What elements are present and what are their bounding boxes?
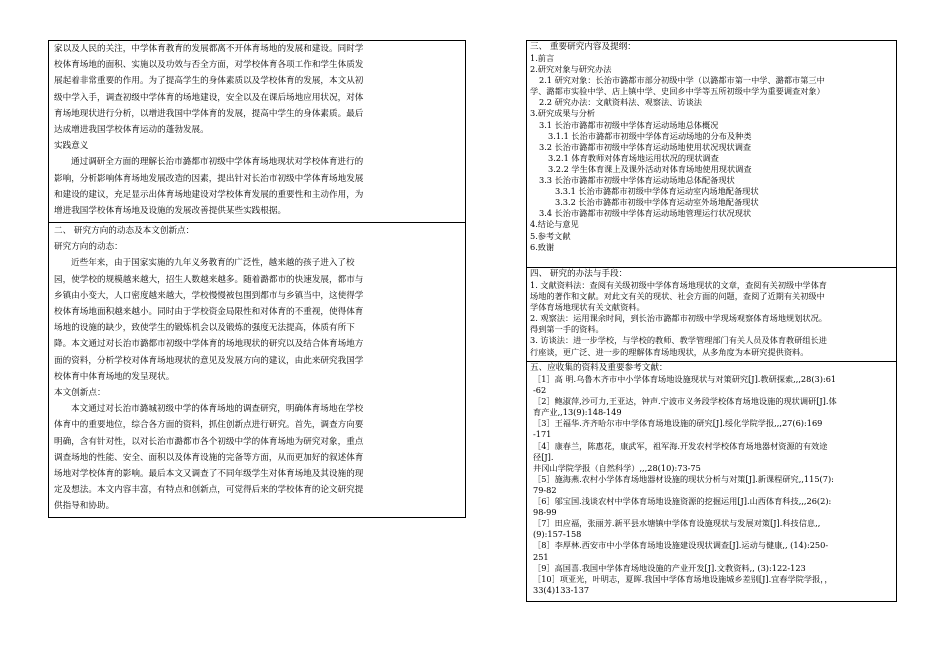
right-column — [526, 40, 897, 602]
text-line: ［10］项亚光，叶明志，夏晖.我国中学体育场地设施城乡差别[J].宜春学院学报，， — [533, 573, 833, 584]
text-line: 达成增进我国学校体育运动的蓬勃发展。 — [54, 125, 209, 136]
section-5-heading: 五、应收集的资料及重要参考文献： — [530, 363, 668, 373]
text-line: 得到第一手的资料。 — [530, 324, 604, 335]
section-2-heading: 二、 研究方向的动态及本文创新点： — [54, 226, 195, 236]
outline-item: 3.4 长治市潞都市初级中学体育运动场地管理运行状况现状 — [539, 208, 752, 219]
intro-paragraph — [49, 41, 465, 138]
text-line: ［8］李厚林.西安市中小学体育场地设施建设现状调查[J].运动与健康,, (14):250- — [533, 540, 829, 551]
text-line: 本文通过对长治市潞城初级中学的体育场地的调查研究，明确体育场地在学校 — [71, 404, 364, 415]
text-line: 行座谈，更广泛、进一步的理解体育场地现状，从多角度为本研究提供资料。 — [530, 346, 809, 357]
text-line: 场地对学校体育的影响。最后本文又调查了不同年级学生对体育场地及其设施的现 — [54, 469, 364, 480]
dynamics-heading: 研究方向的动态： — [54, 242, 123, 253]
text-line: 增进我国学校体育场地及设施的发展改善提供某些实践根据。 — [54, 206, 287, 217]
text-line: 定及想法。本文内容丰富，有特点和创新点，可觉得后来的学校体育的论文研究提 — [54, 485, 364, 496]
text-line: ［9］高国喜.我国中学体育场地设施的产业开发[J].文教资料,, (3):122-123 — [533, 562, 806, 573]
outline-item: 6.致谢 — [530, 241, 555, 252]
text-line: 33(4)133-137 — [533, 584, 590, 595]
text-line: 育场地现状进行分析，以增进我国中学体育的发展，提高中学生的身体素质。最后 — [54, 108, 364, 119]
text-line: 降。本文通过对长治市潞都市初级中学体育的场地现状的研究以及结合体育场地方 — [54, 339, 364, 350]
text-line: 育产业,,13(9):148-149 — [533, 407, 622, 418]
text-line: 校体育中体育场地的发呈现状。 — [54, 371, 175, 382]
text-line: 体育中的重要地位，综合各方面的资料，抓住创新点进行研究。首先，调查方向要 — [54, 420, 364, 431]
outline-item: 2.研究对象与研究办法 — [530, 64, 612, 75]
text-line: 影响，分析影响体育场地发展改造的因素，提出针对长治市初级中学体育场地发展 — [54, 173, 364, 184]
outline-item: 3.3.1 长治市潞都市初级中学体育运动室内场地配备现状 — [555, 186, 759, 197]
text-line: 明确，含有针对性，以对长治市潞都市各个初级中学的体育场地为研究对象，重点 — [54, 436, 364, 447]
text-line: 家以及人民的关注，中学体育教育的发展都离不开体育场地的发展和建设。同时学 — [54, 44, 364, 54]
text-line: 乡镇由小变大，人口密度越来越大，学校慢慢被包围到都市与乡镇当中，这使得学 — [54, 290, 364, 301]
text-line: 面的资料，分析学校对体育场地现状的意见及发展方向的建议，由此来研究我国学 — [54, 355, 364, 366]
outline-item: 3.研究成果与分析 — [530, 108, 596, 119]
text-line: 井冈山学院学报（自然科学）,,,28(10):73-75 — [533, 462, 701, 473]
text-line: 园，使学校的规模越来越大，招生人数越来越多。随着潞都市的快速发展，都市与 — [54, 274, 364, 285]
text-line: 79-82 — [533, 484, 557, 495]
text-line: 1. 文献资料法：查阅有关级初级中学体育场地现状的文章，查阅有关初级中学体育 — [530, 280, 827, 290]
left-section-dynamics — [49, 223, 465, 517]
section-3-heading: 三、 重要研究内容及提纲： — [530, 42, 636, 52]
outline-item: 3.1 长治市潞都市初级中学体育运动场地总体概况 — [539, 119, 719, 130]
text-line: 场地的设施的缺少，致使学生的锻炼机会以及锻炼的强度无法提高，体质有所下 — [54, 323, 355, 334]
outline-item: 3.3.2 长治市潞都市初级中学体育运动室外场地配备现状 — [555, 197, 759, 208]
innovation-paragraph — [49, 401, 465, 514]
outline-item: 3.1.1 长治市潞都市初级中学体育运动场地的分布及种类 — [548, 130, 752, 141]
methods-list — [527, 280, 896, 358]
outline-list — [527, 53, 896, 253]
text-line: 学体育场地现状有关文献资料。 — [530, 302, 645, 313]
text-line: 251 — [533, 551, 549, 562]
text-line: 近些年来，由于国家实施的九年义务教育的广泛性，越来越的孩子进入了校 — [71, 258, 355, 269]
text-line: (9):157-158 — [533, 529, 582, 540]
text-line: ［4］康春兰，陈惠花，康武军，祖军海.开发农村学校体育场地器材资源的有效途 — [533, 440, 828, 451]
text-line: 展起着非常重要的作用。为了提高学生的身体素质以及学校体育的发展，本文从初 — [54, 76, 364, 87]
outline-item: 3.2.1 体育教师对体育场地运用状况的现状调查 — [548, 152, 719, 163]
text-line: ［6］邬宝国.浅谈农村中学体育场地设施资源的挖掘运用[J].山西体育科技,,,26(2): — [533, 496, 832, 507]
innovation-heading: 本文创新点： — [54, 388, 106, 399]
text-line: ［2］鲍淑萍,沙可力,王亚达，钟声.宁波市义务段学校体育场地设施的现状调研[J].体 — [533, 396, 837, 407]
right-section-methods — [527, 268, 896, 362]
outline-item: 4.结论与意见 — [530, 219, 579, 230]
text-line: -171 — [533, 429, 552, 440]
outline-item: 学、潞都市实验中学、店上镇中学、史回乡中学等五所初级中学为重要调查对象） — [530, 86, 825, 97]
text-line: 3. 访谈法：进一步学校，与学校的教师、教学管理部门有关人员及体育教研组长进 — [530, 335, 827, 346]
references-list — [527, 374, 896, 596]
text-line: ［5］施海燕.农村小学体育场地器材设施的现状分析与对策[J].新课程研究,,115(7): — [533, 473, 834, 484]
dynamics-paragraph — [49, 255, 465, 385]
section-4-heading: 四、 研究的办法与手段： — [530, 269, 628, 279]
text-line: 校体育场地的面积、实施以及功效与否全方面，对学校体育各项工作和学生体质发 — [54, 60, 364, 71]
right-section-references — [527, 362, 896, 601]
text-line: 通过调研全方面的理解长治市潞都市初级中学体育场地现状对学校体育进行的 — [71, 157, 364, 168]
text-line: -62 — [533, 385, 547, 396]
text-line: 98-99 — [533, 507, 557, 518]
text-line: 供指导和协助。 — [54, 501, 115, 512]
text-line: 级中学入手，调查初级中学体育的场地建设，安全以及在课后场地应用状况，对体 — [54, 92, 364, 103]
text-line: 和建设的建议，充足显示出体育场地建设对学校体育发展的重要性和主动作用，为 — [54, 189, 364, 200]
outline-item: 5.参考文献 — [530, 230, 571, 241]
outline-item: 2.2 研究办法：文献资料法、观察法、访谈法 — [539, 97, 702, 108]
text-line: ［3］王福华.齐齐哈尔市中学体育场地设施的研究[J].绥化学院学报,,,27(6):169 — [533, 418, 823, 429]
outline-item: 2.1 研究对象：长治市潞都市部分初级中学（以潞都市第一中学、潞都市第三中 — [539, 75, 825, 86]
text-line: 2. 观察法：运用课余时间，到长治市潞都市初级中学现场观察体育场地规划状况。 — [530, 313, 827, 324]
outline-item: 1.前言 — [530, 53, 555, 63]
text-line: ［1］高 明.乌鲁木齐市中小学体育场地设施现状与对策研究[J].教研探索,,,28(3):61 — [533, 374, 837, 384]
outline-item: 3.2 长治市潞都市初级中学体育运动场地使用状况现状调查 — [539, 141, 752, 152]
left-column — [48, 40, 466, 518]
text-line: ［7］田应福，张丽芳.新平县水塘镇中学体育设施现状与发展对策[J].科技信息,, — [533, 518, 821, 529]
outline-item: 3.2.2 学生体育课上及课外活动对体育场地使用现状调查 — [548, 163, 752, 174]
text-line: 场地的著作和文献。对此文有关的现状、社会方面的问题，查阅了近期有关初级中 — [530, 291, 825, 302]
text-line: 调查场地的性能、安全、面积以及体育设施的完备等方面，从而更加好的叙述体育 — [54, 452, 364, 463]
practice-heading: 实践意义 — [54, 141, 89, 152]
right-section-outline — [527, 41, 896, 268]
practice-paragraph — [49, 154, 465, 219]
left-section-significance — [49, 41, 465, 223]
text-line: 径[J]. — [533, 451, 554, 462]
outline-item: 3.3 长治市潞都市初级中学体育运动场地总体配备现状 — [539, 175, 735, 186]
text-line: 校体育场地面积越来越小。同时由于学校资金局限性和对体育的不重视，使得体育 — [54, 307, 364, 318]
